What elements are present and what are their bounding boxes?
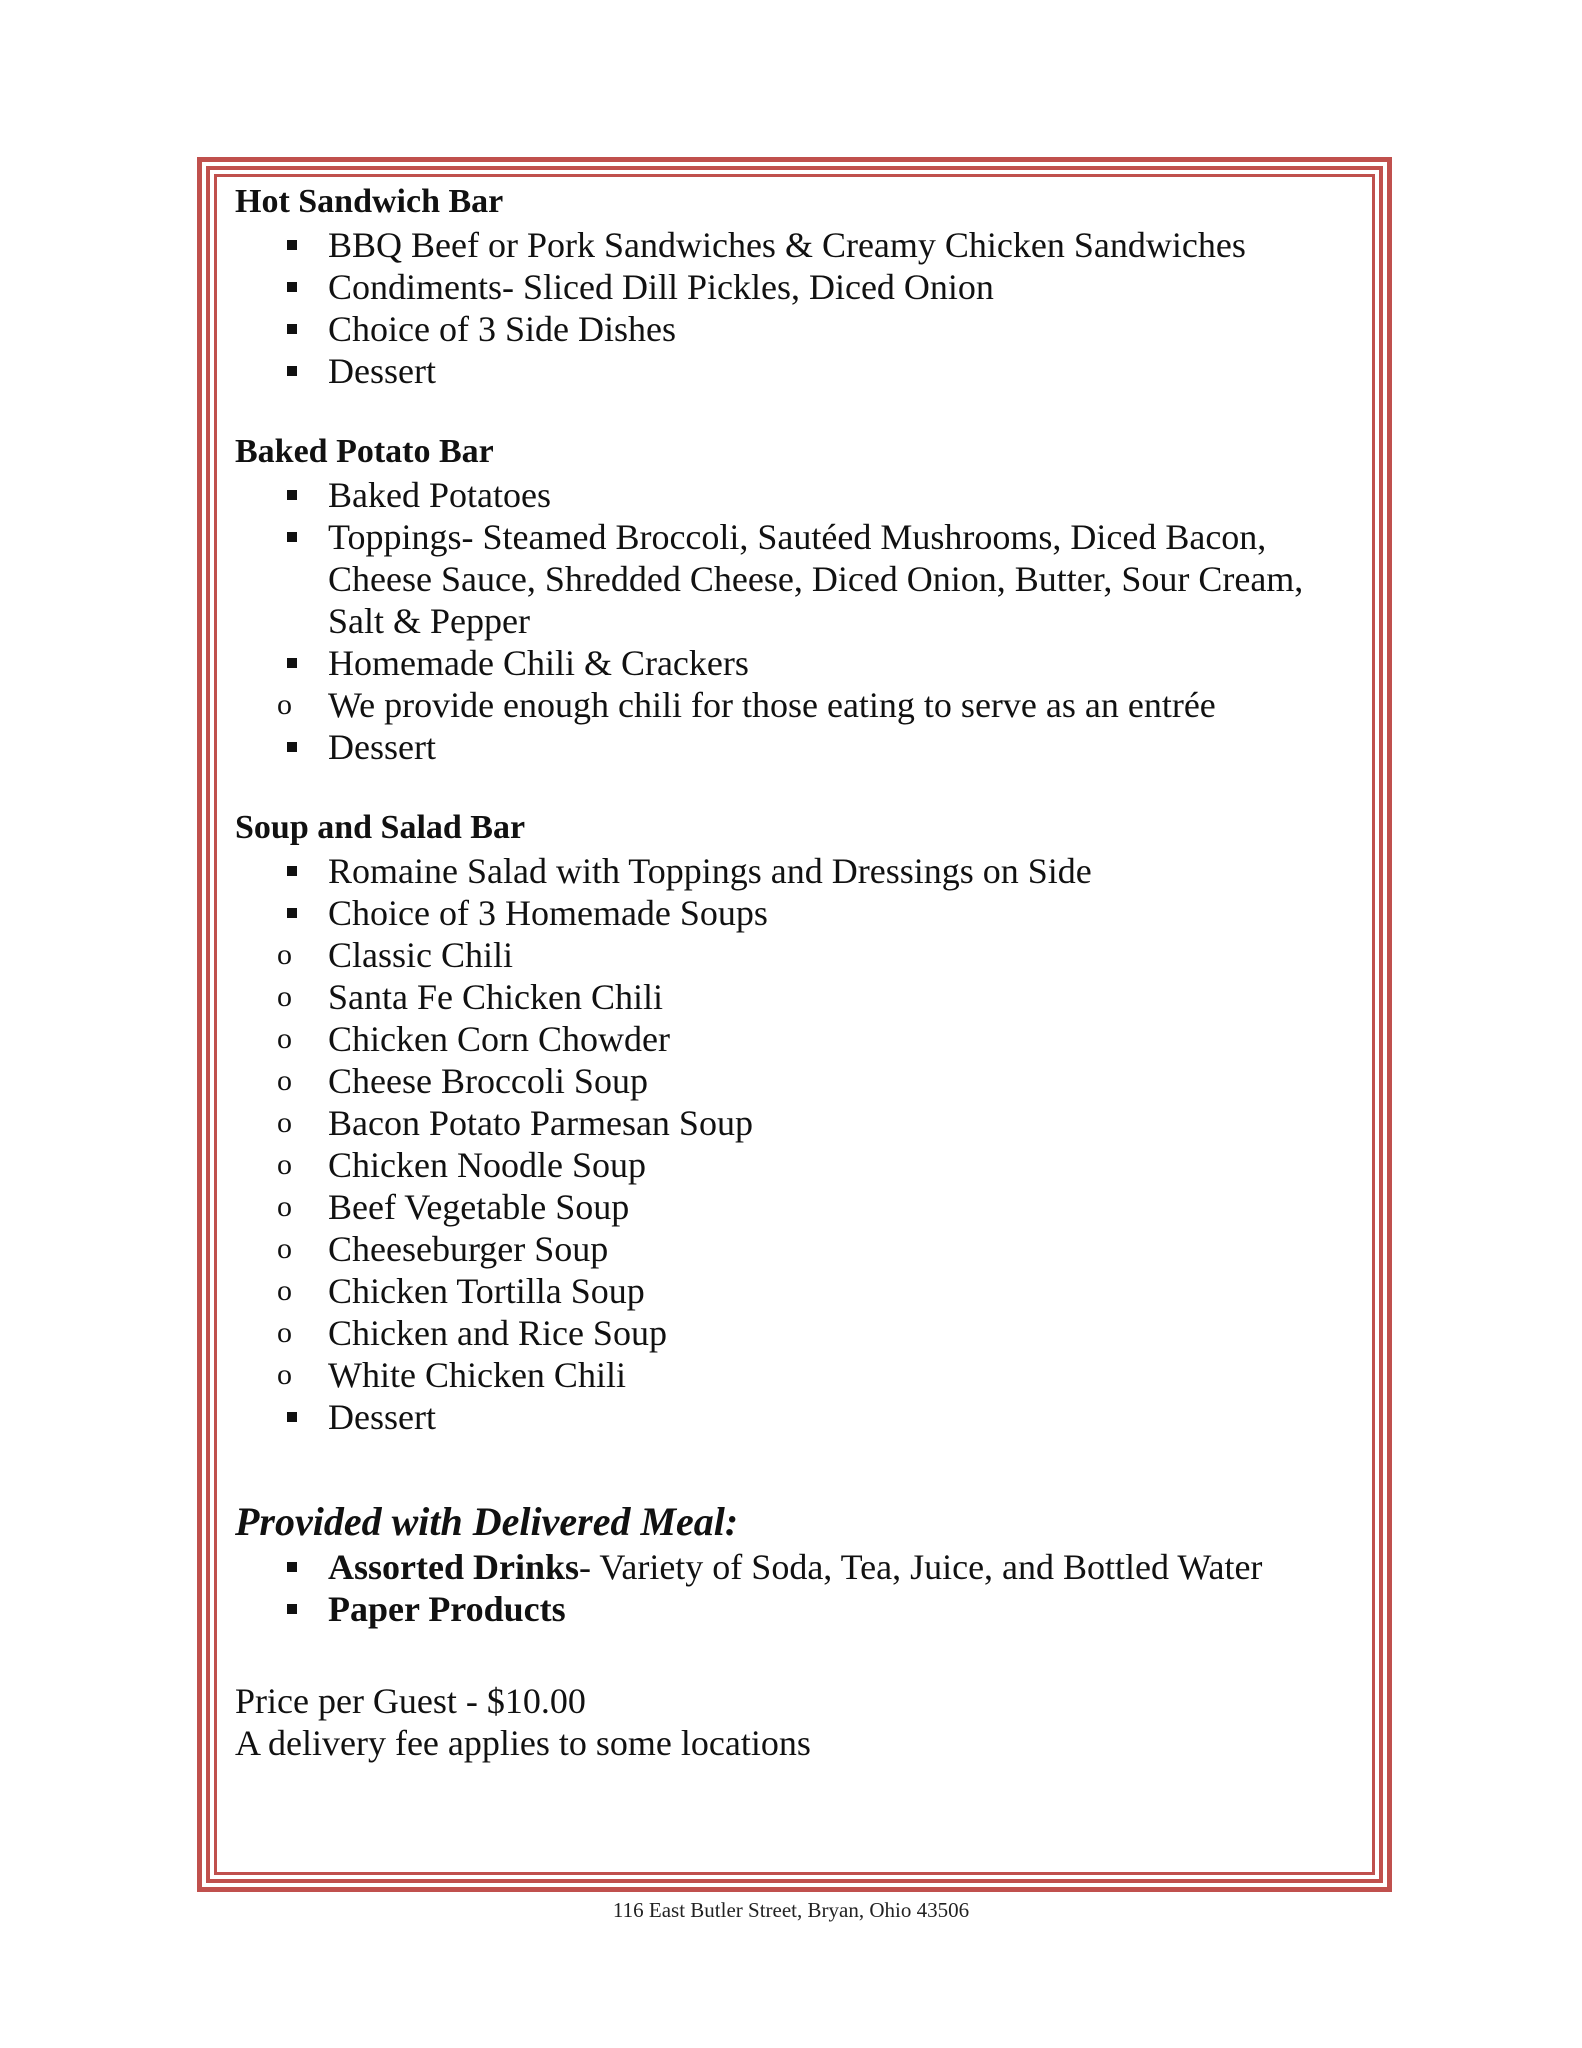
item-list — [235, 474, 1365, 768]
section-hot-sandwich-bar — [235, 180, 1365, 392]
soup-item: o Cheeseburger Soup — [235, 1228, 1365, 1270]
list-item: Romaine Salad with Toppings and Dressings on Side — [235, 850, 1365, 892]
provided-drinks — [235, 1546, 1365, 1588]
list-item-soups — [235, 892, 1365, 1396]
sub-list-item: o We provide enough chili for those eating to serve as an entrée — [235, 684, 1365, 726]
soup-item: o Classic Chili — [235, 934, 1365, 976]
sub-list — [235, 684, 1365, 726]
footer-address: 116 East Butler Street, Bryan, Ohio 43506 — [612, 1898, 970, 1922]
soup-item: o Chicken and Rice Soup — [235, 1312, 1365, 1354]
section-soup-and-salad-bar — [235, 806, 1365, 1438]
list-item-label: Homemade Chili & Crackers — [328, 643, 749, 683]
soup-item: o Cheese Broccoli Soup — [235, 1060, 1365, 1102]
soup-list — [235, 934, 1365, 1396]
footer — [0, 1897, 1582, 1943]
provided-list — [235, 1546, 1365, 1630]
provided-paper — [235, 1588, 1365, 1630]
soup-item: o Chicken Tortilla Soup — [235, 1270, 1365, 1312]
soup-item: o White Chicken Chili — [235, 1354, 1365, 1396]
footer-cutoff-line — [0, 1923, 1582, 1943]
list-item: Condiments- Sliced Dill Pickles, Diced Onion — [235, 266, 1365, 308]
list-item: Toppings- Steamed Broccoli, Sautéed Mushrooms, Diced Bacon, Cheese Sauce, Shredded Cheese, Diced Onion, Butter, Sour Cream, Salt & Pepper — [235, 516, 1365, 642]
soup-item: o Beef Vegetable Soup — [235, 1186, 1365, 1228]
soup-item: o Bacon Potato Parmesan Soup — [235, 1102, 1365, 1144]
menu-content — [235, 180, 1365, 1764]
drinks-text: - Variety of Soda, Tea, Juice, and Bottled Water — [579, 1547, 1263, 1587]
price-block — [235, 1680, 1365, 1764]
list-item-chili — [235, 642, 1365, 726]
list-item: Dessert — [235, 726, 1365, 768]
delivery-note: A delivery fee applies to some locations — [235, 1723, 811, 1763]
list-item: BBQ Beef or Pork Sandwiches & Creamy Chicken Sandwiches — [235, 224, 1365, 266]
soup-item: o Santa Fe Chicken Chili — [235, 976, 1365, 1018]
section-title: Hot Sandwich Bar — [235, 183, 504, 220]
soup-item: o Chicken Noodle Soup — [235, 1144, 1365, 1186]
drinks-label: Assorted Drinks — [328, 1547, 580, 1587]
section-title: Soup and Salad Bar — [235, 809, 526, 846]
provided-title: Provided with Delivered Meal: — [235, 1499, 739, 1544]
soup-item: o Chicken Corn Chowder — [235, 1018, 1365, 1060]
item-list — [235, 850, 1365, 1438]
list-item-label: Choice of 3 Homemade Soups — [328, 893, 768, 933]
list-item: Choice of 3 Side Dishes — [235, 308, 1365, 350]
list-item: Baked Potatoes — [235, 474, 1365, 516]
section-baked-potato-bar — [235, 430, 1365, 768]
list-item: Dessert — [235, 1396, 1365, 1438]
price-per-guest: Price per Guest - $10.00 — [235, 1681, 586, 1721]
item-list — [235, 224, 1365, 392]
section-title: Baked Potato Bar — [235, 433, 494, 470]
paper-label: Paper Products — [328, 1589, 566, 1629]
list-item: Dessert — [235, 350, 1365, 392]
